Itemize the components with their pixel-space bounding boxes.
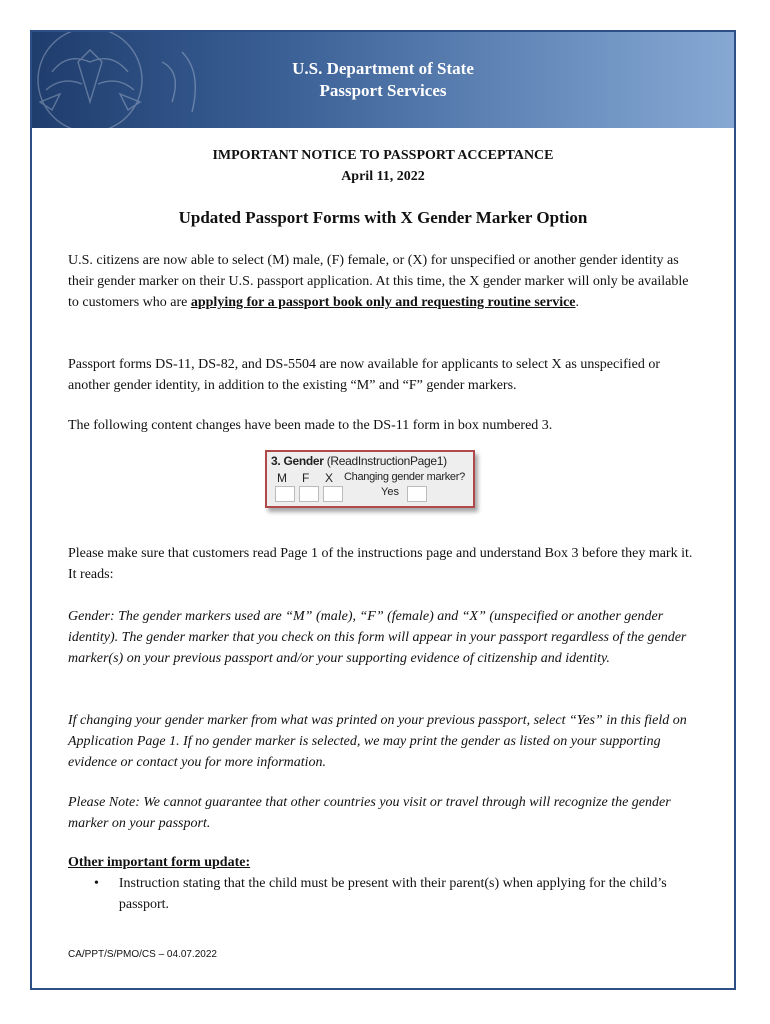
notice-block [32, 145, 734, 187]
list-item [68, 873, 698, 915]
notice-date: April 11, 2022 [341, 169, 425, 184]
gender-form-figure [265, 450, 475, 508]
figure-m-label: M [277, 471, 287, 485]
figure-yes-label: Yes [381, 486, 399, 498]
figure-changing-label: Changing gender marker? [344, 471, 465, 483]
paragraph-1-text: U.S. citizens are now able to select (M) male, (F) female, or (X) for unspecified or another gender identity as their gender marker on their U.S. passport application. At this time, the X gender marker will only be available to customers who are [68, 253, 689, 310]
quote-note [68, 792, 698, 834]
quote-gender-text: Gender: The gender markers used are “M” (male), “F” (female) and “X” (unspecified or another gender identity). The gender marker that you check on this form will appear in your passport regardless of the gender marker(s) on your previous passport and/or your supporting evidence of citizenship and identity. [68, 609, 687, 666]
other-update-heading: Other important form update: [68, 855, 251, 870]
paragraph-4 [68, 543, 698, 585]
paragraph-1 [68, 250, 698, 313]
quote-changing-text: If changing your gender marker from what was printed on your previous passport, select “Yes” in this field on Application Page 1. If no gender marker is selected, we may print the gender as listed on your supporting evidence or contact you for more information. [68, 713, 687, 770]
figure-x-label: X [325, 471, 334, 485]
paragraph-4-text: Please make sure that customers read Page 1 of the instructions page and understand Box 3 before they mark it. It reads: [68, 546, 693, 582]
paragraph-1-emphasis: applying for a passport book only and requesting routine service [190, 295, 576, 310]
header-banner [32, 32, 734, 128]
figure-title [271, 454, 447, 468]
quote-changing [68, 710, 698, 773]
paragraph-2 [68, 354, 698, 396]
figure-title-note: (ReadInstructionPage1) [326, 454, 447, 468]
figure-f-checkbox [299, 486, 319, 502]
notice-title: IMPORTANT NOTICE TO PASSPORT ACCEPTANCE [212, 148, 554, 163]
figure-yes-checkbox [407, 486, 427, 502]
banner-line-2: Passport Services [319, 81, 447, 100]
paragraph-3-text: The following content changes have been made to the DS-11 form in box numbered 3. [68, 418, 553, 433]
quote-note-text: Please Note: We cannot guarantee that other countries you visit or travel through will recognize the gender marker on your passport. [68, 795, 671, 831]
paragraph-3 [68, 415, 698, 436]
other-update-section [68, 852, 698, 915]
figure-title-bold: 3. Gender [271, 454, 324, 468]
page-title: Updated Passport Forms with X Gender Marker Option [178, 208, 588, 227]
banner-line-1: U.S. Department of State [292, 59, 474, 78]
banner-title [32, 58, 734, 102]
quote-gender [68, 606, 698, 669]
paragraph-1-end: . [575, 295, 580, 310]
figure-m-checkbox [275, 486, 295, 502]
bullet-icon: • [93, 876, 99, 891]
figure-x-checkbox [323, 486, 343, 502]
document-frame [30, 30, 736, 990]
figure-f-label: F [302, 471, 310, 485]
list-item-text: Instruction stating that the child must be present with their parent(s) when applying for the child’s passport. [118, 876, 667, 912]
paragraph-2-text: Passport forms DS-11, DS-82, and DS-5504 are now available for applicants to select X as unspecified or another gender identity, in addition to the existing “M” and “F” gender markers. [68, 357, 661, 393]
footer-code: CA/PPT/S/PMO/CS – 04.07.2022 [68, 949, 217, 960]
